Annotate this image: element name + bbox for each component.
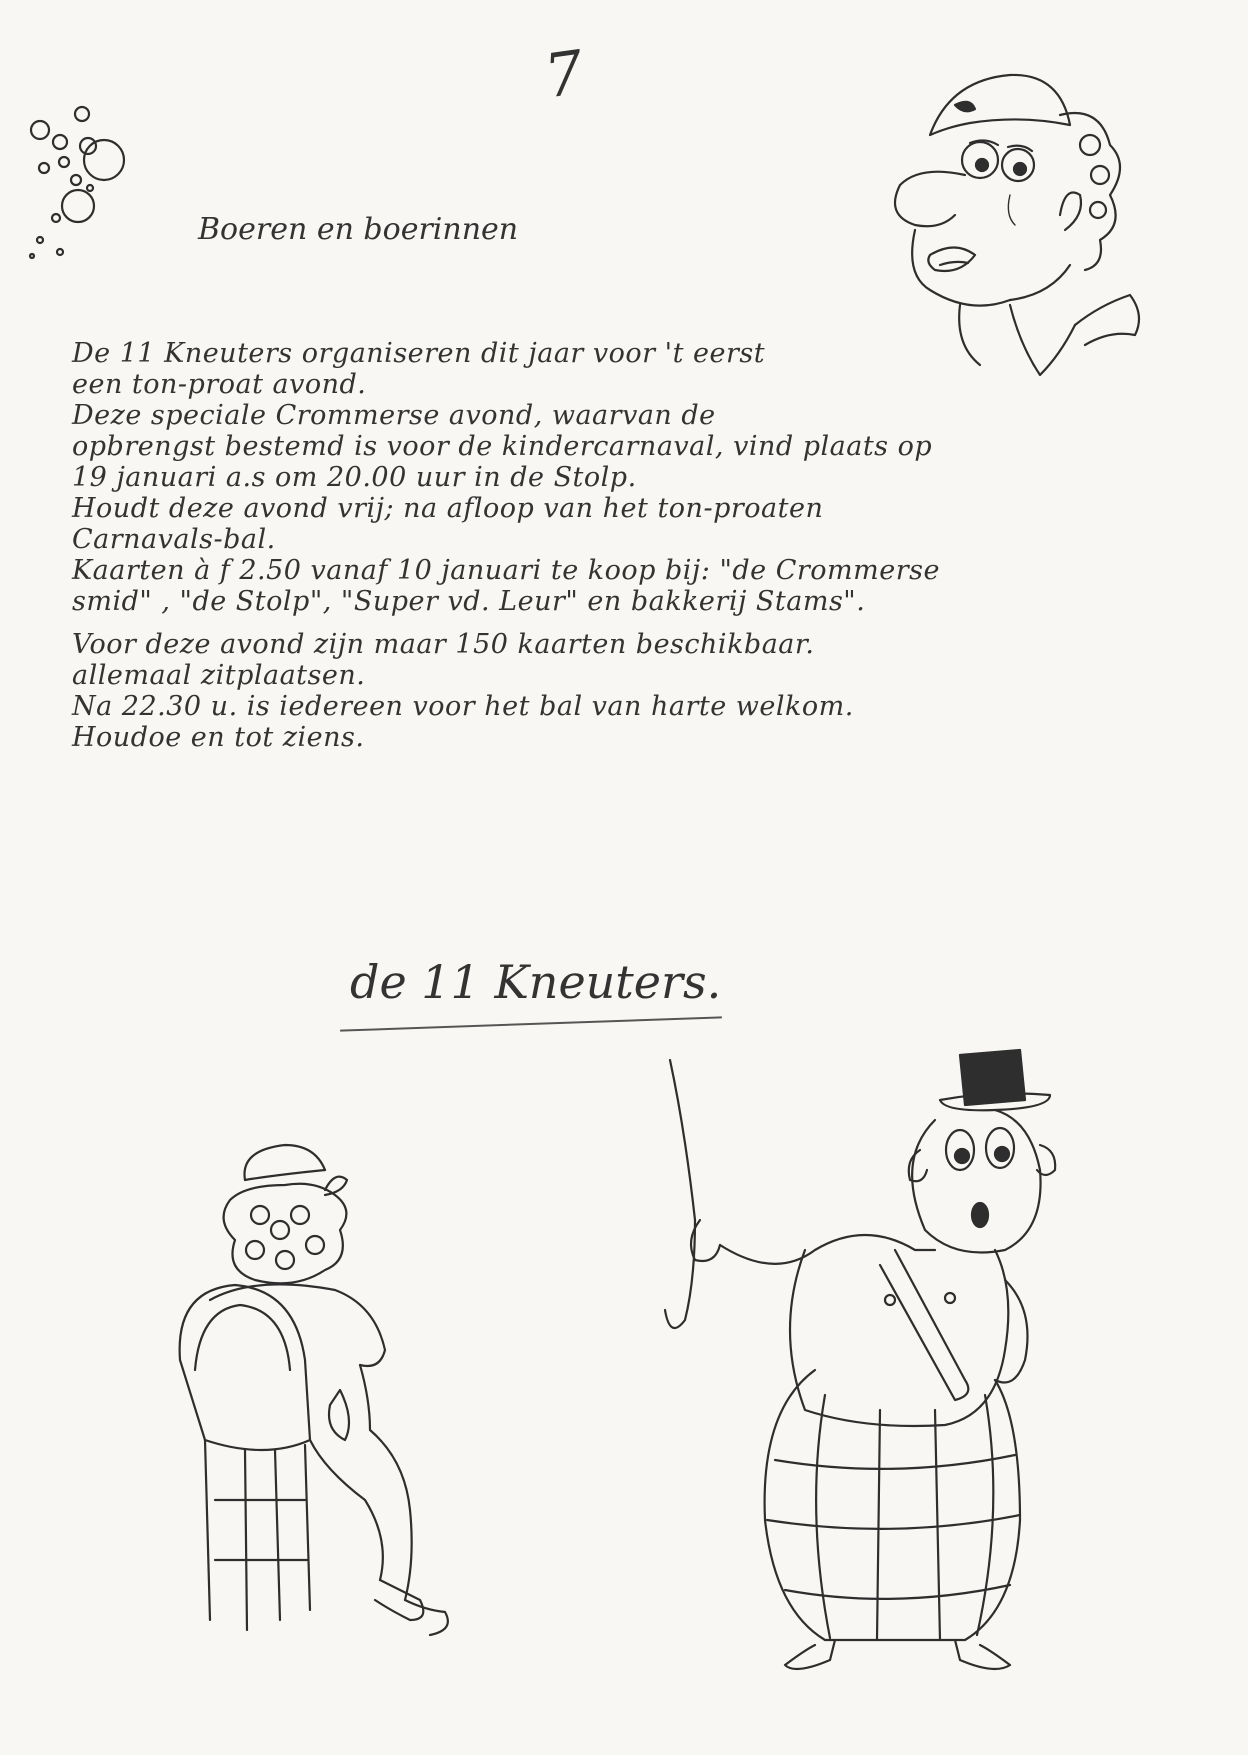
body-line: Kaarten à f 2.50 vanaf 10 januari te koop bij: "de Crommerse [72, 555, 940, 586]
body-line: 19 januari a.s om 20.00 uur in de Stolp. [72, 462, 637, 493]
body-text [72, 338, 1132, 753]
body-line: Carnavals-bal. [72, 524, 276, 555]
body-line: Na 22.30 u. is iedereen voor het bal van harte welkom. [72, 691, 854, 722]
body-line: allemaal zitplaatsen. [72, 660, 366, 691]
body-line: Houdoe en tot ziens. [72, 722, 365, 753]
line-gap [72, 617, 1132, 629]
seated-woman-icon [175, 1140, 555, 1640]
barrel-man-icon [665, 1050, 1085, 1690]
signature-underline [340, 1016, 722, 1031]
signature: de 11 Kneuters. [350, 955, 722, 1009]
body-line: opbrengst bestemd is voor de kindercarnaval, vind plaats op [72, 431, 933, 462]
body-line: Deze speciale Crommerse avond, waarvan de [72, 400, 716, 431]
page-number: 7 [540, 37, 588, 113]
body-line: De 11 Kneuters organiseren dit jaar voor 't eerst [72, 338, 766, 369]
body-line: smid" , "de Stolp", "Super vd. Leur" en bakkerij Stams". [72, 586, 866, 617]
heading: Boeren en boerinnen [198, 212, 519, 247]
body-line: een ton-proat avond. [72, 369, 367, 400]
body-line: Voor deze avond zijn maar 150 kaarten beschikbaar. [72, 629, 815, 660]
bubbles-icon [20, 100, 130, 280]
body-line: Houdt deze avond vrij; na afloop van het ton-proaten [72, 493, 824, 524]
